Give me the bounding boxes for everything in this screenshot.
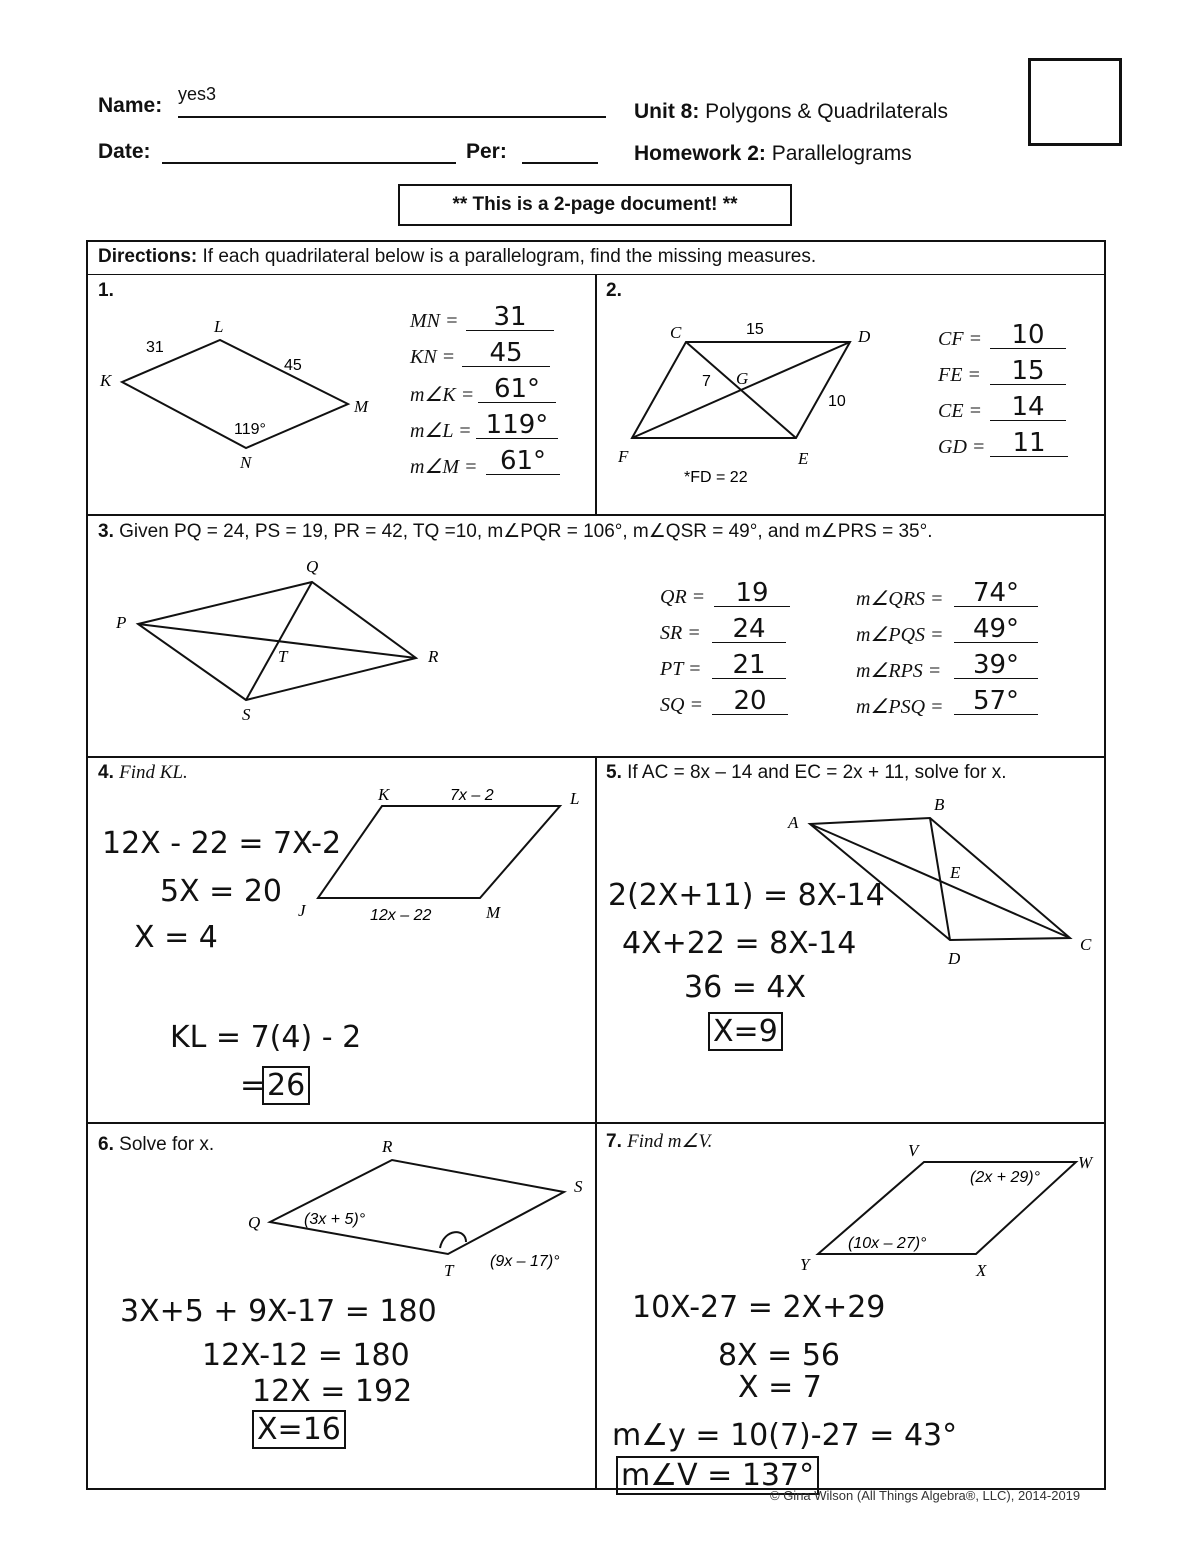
- q2-measure-row: [938, 356, 1045, 387]
- q1-side-kl: 31: [146, 339, 164, 356]
- q2-measure-label: CF =: [938, 328, 983, 350]
- unit-title: Polygons & Quadrilaterals: [705, 100, 948, 123]
- q3-vertex-q: Q: [306, 557, 319, 576]
- q4-parallelogram: [318, 806, 560, 898]
- q1-measure-row: [410, 410, 549, 443]
- q3-heading: [98, 520, 932, 543]
- q3-answer[interactable]: 19: [714, 580, 790, 607]
- q2-measure-row: [938, 428, 1046, 459]
- q2-answer[interactable]: 15: [990, 358, 1066, 385]
- q5-vertex-d: D: [948, 949, 961, 968]
- q7-angle-w: (2x + 29)°: [970, 1169, 1040, 1186]
- q6-vertex-t: T: [444, 1261, 454, 1280]
- q3-answer[interactable]: 24: [712, 616, 786, 643]
- q7-number: 7.: [606, 1131, 622, 1152]
- q5-number: 5.: [606, 762, 622, 783]
- q6-number: 6.: [98, 1134, 114, 1155]
- q6-final-answer: X=16: [252, 1410, 346, 1449]
- q3-answer[interactable]: 74°: [954, 580, 1038, 607]
- per-label: Per:: [466, 140, 507, 163]
- table-right-border: [1104, 240, 1106, 1490]
- table-top-border: [86, 240, 1106, 242]
- q6-angle-q: (3x + 5)°: [304, 1211, 366, 1228]
- q2-side-de: 10: [828, 393, 846, 410]
- q7-vertex-y: Y: [800, 1255, 810, 1274]
- q2-measure-row: [938, 320, 1045, 351]
- homework-label: Homework 2:: [634, 142, 766, 165]
- q4-vertex-l: L: [570, 789, 580, 808]
- per-underline[interactable]: [522, 162, 598, 164]
- q4-work-line: X = 4: [134, 920, 218, 955]
- unit-label: Unit 8:: [634, 100, 700, 123]
- q2-note-fd: *FD = 22: [684, 469, 748, 486]
- row1-col-divider: [595, 274, 597, 516]
- q3-measure-label: m∠PSQ =: [856, 696, 944, 718]
- q6-heading: [98, 1134, 214, 1156]
- q4-work-line: 12X - 22 = 7X-2: [102, 826, 342, 861]
- q7-work-line: 10X-27 = 2X+29: [632, 1290, 886, 1325]
- q2-measure-label: FE =: [938, 364, 981, 386]
- q5-final-answer: X=9: [708, 1012, 783, 1051]
- q3-measure-row: [660, 650, 766, 681]
- q3-number: 3.: [98, 521, 114, 542]
- q2-seg-cg: 7: [702, 373, 711, 390]
- copyright-footer: © Gina Wilson (All Things Algebra®, LLC), 2014-2019: [770, 1488, 1081, 1503]
- q4-number: 4.: [98, 762, 114, 783]
- q2-vertex-e: E: [798, 449, 809, 468]
- q3-measure-row: [660, 686, 767, 717]
- q2-answer[interactable]: 10: [990, 322, 1066, 349]
- q3-measure-label: SQ =: [660, 694, 703, 716]
- q1-measure-row: [410, 338, 523, 369]
- q1-answer[interactable]: 119°: [476, 412, 558, 439]
- q3-answer[interactable]: 21: [712, 652, 786, 679]
- date-underline[interactable]: [162, 162, 456, 164]
- homework-heading: [634, 142, 912, 166]
- q6-work-line: 3X+5 + 9X-17 = 180: [120, 1294, 437, 1329]
- q3-measure-row: [856, 578, 1020, 611]
- q1-measure-label: MN =: [410, 310, 459, 332]
- q4-vertex-j: J: [298, 901, 306, 920]
- date-label: Date:: [98, 140, 151, 163]
- q3-measure-label: m∠QRS =: [856, 588, 944, 610]
- q1-measure-row: [410, 446, 547, 479]
- q3-vertex-r: R: [428, 647, 439, 666]
- q3-answer[interactable]: 20: [712, 688, 788, 715]
- q4-work-line: KL = 7(4) - 2: [170, 1020, 362, 1055]
- directions-text: If each quadrilateral below is a parallelogram, find the missing measures.: [202, 246, 817, 267]
- q7-work-line: m∠y = 10(7)-27 = 43°: [612, 1418, 958, 1453]
- name-label: Name:: [98, 94, 163, 117]
- q1-measure-row: [410, 374, 541, 407]
- q2-side-cd: 15: [746, 321, 764, 338]
- q5-work-line: 36 = 4X: [684, 970, 807, 1005]
- q3-measure-label: PT =: [660, 658, 702, 680]
- q1-vertex-m: M: [354, 397, 369, 416]
- q5-vertex-e: E: [950, 863, 961, 882]
- q3-vertex-t: T: [278, 647, 288, 666]
- q1-measure-label: m∠L =: [410, 420, 472, 442]
- q7-angle-y: (10x – 27)°: [848, 1235, 927, 1252]
- q1-answer[interactable]: 45: [462, 340, 550, 367]
- q3-figure: [100, 550, 460, 730]
- q2-vertex-g: G: [736, 369, 749, 388]
- q5-work-line: 2(2X+11) = 8X-14: [608, 878, 885, 913]
- q7-vertex-x: X: [976, 1261, 987, 1280]
- q6-figure: [240, 1130, 590, 1280]
- q1-vertex-l: L: [214, 317, 224, 336]
- q5-vertex-a: A: [788, 813, 799, 832]
- q6-vertex-q: Q: [248, 1213, 261, 1232]
- q1-measure-row: [410, 302, 527, 333]
- name-underline: [178, 116, 606, 118]
- unit-heading: [634, 100, 948, 124]
- q2-measure-label: CE =: [938, 400, 983, 422]
- q6-work-line: 12X-12 = 180: [202, 1338, 410, 1373]
- q6-angle-t: (9x – 17)°: [490, 1253, 560, 1270]
- q7-work-line: 8X = 56: [718, 1338, 841, 1373]
- q3-measure-row: [856, 686, 1020, 719]
- q1-angle-n: 119°: [234, 421, 266, 438]
- score-box: [1028, 58, 1122, 146]
- q2-number: 2.: [606, 280, 622, 301]
- row3-4-col-divider: [595, 756, 597, 1490]
- q3-measure-label: QR =: [660, 586, 706, 608]
- q6-work-line: 12X = 192: [252, 1374, 413, 1409]
- q3-measure-label: m∠PQS =: [856, 624, 944, 646]
- q7-vertex-w: W: [1078, 1153, 1093, 1172]
- q4-side-top: 7x – 2: [450, 787, 494, 804]
- q4-prompt: Find KL.: [119, 762, 188, 783]
- q5-prompt: If AC = 8x – 14 and EC = 2x + 11, solve for x.: [627, 762, 1007, 783]
- q7-prompt: Find m∠V.: [627, 1131, 713, 1152]
- q3-measure-row: [856, 614, 1020, 647]
- q3-measure-label: SR =: [660, 622, 701, 644]
- q7-heading: [606, 1130, 712, 1153]
- q2-vertex-d: D: [858, 327, 871, 346]
- q5-vertex-c: C: [1080, 935, 1092, 954]
- q1-number: 1.: [98, 280, 114, 301]
- q5-vertex-b: B: [934, 795, 945, 814]
- q3-vertex-s: S: [242, 705, 251, 724]
- q2-answer[interactable]: 11: [990, 430, 1068, 457]
- q7-figure: [780, 1136, 1100, 1286]
- q7-work-line: X = 7: [738, 1370, 822, 1405]
- q4-final-answer: 26: [262, 1066, 310, 1105]
- q3-measure-label: m∠RPS =: [856, 660, 942, 682]
- q5-heading: [606, 762, 1006, 784]
- q7-vertex-v: V: [908, 1141, 919, 1160]
- q1-measure-label: m∠K =: [410, 384, 475, 406]
- homework-title: Parallelograms: [771, 142, 912, 165]
- q1-vertex-n: N: [240, 453, 252, 472]
- q3-answer[interactable]: 39°: [954, 652, 1038, 679]
- name-value[interactable]: yes3: [178, 84, 217, 104]
- q7-final-answer: m∠V = 137°: [616, 1456, 819, 1495]
- q3-measure-row: [660, 614, 766, 645]
- two-page-banner: ** This is a 2-page document! **: [398, 184, 792, 226]
- q2-figure: [600, 276, 920, 512]
- directions: [98, 246, 816, 268]
- q3-answer[interactable]: 49°: [954, 616, 1038, 643]
- q1-answer[interactable]: 61°: [486, 448, 560, 475]
- q2-measure-label: GD =: [938, 436, 986, 458]
- q4-side-bottom: 12x – 22: [370, 907, 432, 924]
- q4-vertex-k: K: [378, 785, 390, 804]
- q1-vertex-k: K: [100, 371, 112, 390]
- q6-parallelogram: [270, 1160, 564, 1254]
- q6-vertex-r: R: [382, 1137, 393, 1156]
- q2-measure-row: [938, 392, 1045, 423]
- q3-vertex-p: P: [116, 613, 127, 632]
- q1-side-lm: 45: [284, 357, 302, 374]
- q4-heading: [98, 762, 188, 784]
- q5-work-line: 4X+22 = 8X-14: [622, 926, 857, 961]
- q4-vertex-m: M: [486, 903, 501, 922]
- q3-measure-row: [856, 650, 1020, 683]
- q3-diagonal-qs: [246, 582, 312, 700]
- q4-work-line: =: [240, 1068, 266, 1103]
- q3-measure-row: [660, 578, 769, 609]
- q6-vertex-s: S: [574, 1177, 583, 1196]
- q1-measure-label: KN =: [410, 346, 456, 368]
- q1-figure: [88, 276, 388, 514]
- q3-answer[interactable]: 57°: [954, 688, 1038, 715]
- q1-answer[interactable]: 31: [466, 304, 554, 331]
- q4-work-line: 5X = 20: [160, 874, 283, 909]
- q2-vertex-f: F: [618, 447, 629, 466]
- q3-given: Given PQ = 24, PS = 19, PR = 42, TQ =10, m∠PQR = 106°, m∠QSR = 49°, and m∠PRS = 35°.: [119, 521, 933, 542]
- directions-label: Directions:: [98, 246, 198, 267]
- q1-measure-label: m∠M =: [410, 456, 478, 478]
- q2-answer[interactable]: 14: [990, 394, 1066, 421]
- q6-prompt: Solve for x.: [119, 1134, 215, 1155]
- q2-diagonal-df: [632, 342, 850, 438]
- q1-answer[interactable]: 61°: [478, 376, 556, 403]
- q2-vertex-c: C: [670, 323, 682, 342]
